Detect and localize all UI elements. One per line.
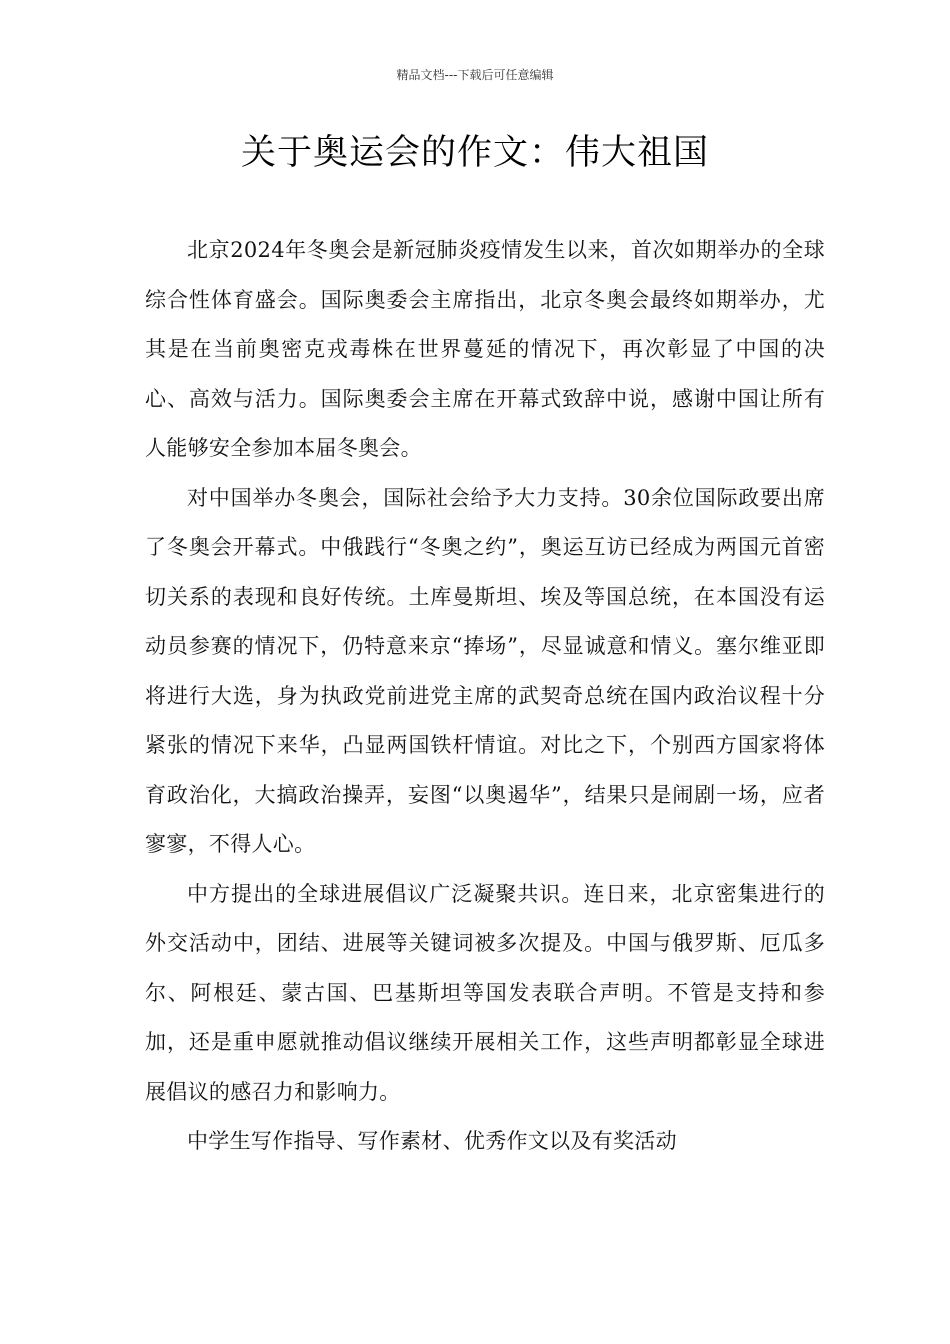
document-title: 关于奥运会的作文：伟大祖国: [240, 133, 709, 173]
paragraph-4: 中学生写作指导、写作素材、优秀作文以及有奖活动: [187, 1129, 677, 1153]
document-body: [145, 226, 825, 1167]
paragraph-2: 对中国举办冬奥会，国际社会给予大力支持。30余位国际政要出席了冬奥会开幕式。中俄践行“冬奥之约”，奥运互访已经成为两国元首密切关系的表现和良好传统。土库曼斯坦、埃及等国总统，在本国没有运动员参赛的情况下，仍特意来京“捧场”，尽显诚意和情义。塞尔维亚即将进行大选，身为执政党前进党主席的武契奇总统在国内政治议程十分紧张的情况下来华，凸显两国铁杆情谊。对比之下，个别西方国家将体育政治化，大搞政治操弄，妄图“以奥遏华”，结果只是闹剧一场，应者寥寥，不得人心。: [145, 485, 825, 856]
paragraph-3: 中方提出的全球进展倡议广泛凝聚共识。连日来，北京密集进行的外交活动中，团结、进展等关键词被多次提及。中国与俄罗斯、厄瓜多尔、阿根廷、蒙古国、巴基斯坦等国发表联合声明。不管是支持和参加，还是重申愿就推动倡议继续开展相关工作，这些声明都彰显全球进展倡议的感召力和影响力。: [145, 881, 825, 1104]
paragraph-1: 北京2024年冬奥会是新冠肺炎疫情发生以来，首次如期举办的全球综合性体育盛会。国际奥委会主席指出，北京冬奥会最终如期举办，尤其是在当前奥密克戎毒株在世界蔓延的情况下，再次彰显了中国的决心、高效与活力。国际奥委会主席在开幕式致辞中说，感谢中国让所有人能够安全参加本届冬奥会。: [145, 238, 825, 460]
header-note: 精品文档---下载后可任意编辑: [396, 68, 554, 82]
